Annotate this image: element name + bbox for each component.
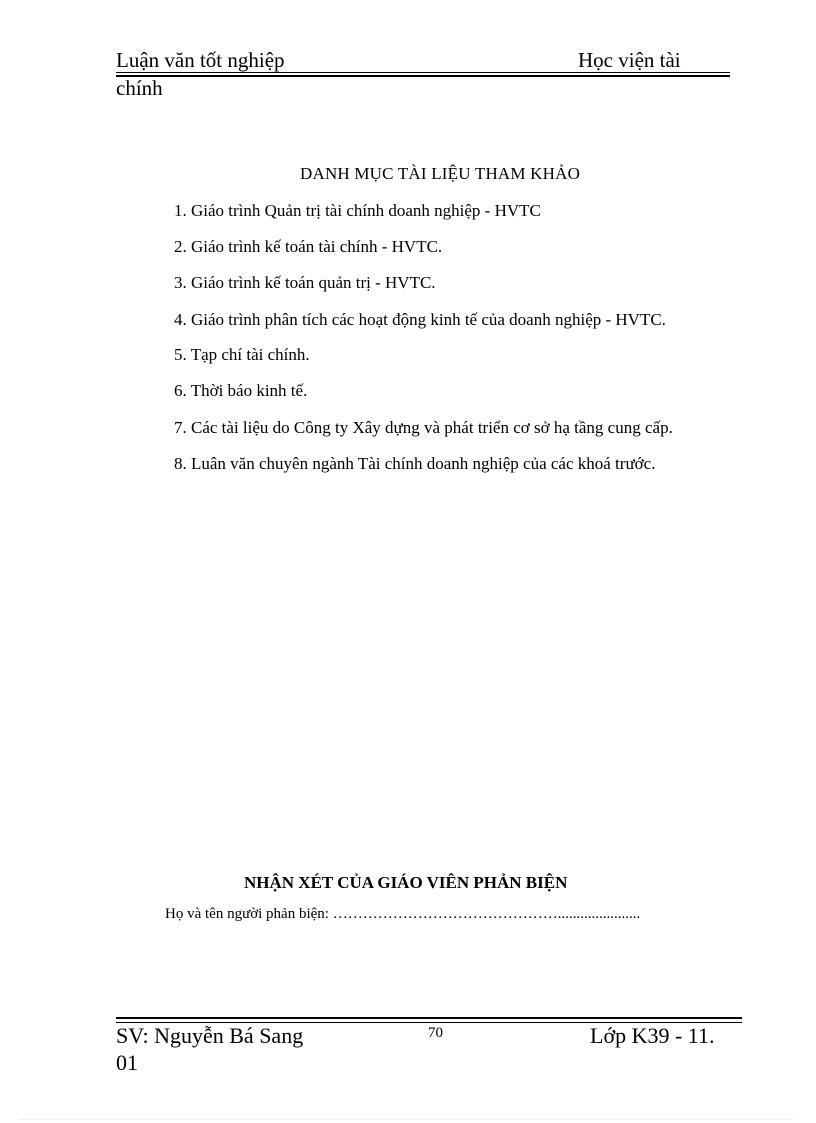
reference-item: 4. Giáo trình phân tích các hoạt động kinh tế của doanh nghiệp - HVTC. <box>174 310 666 329</box>
reference-item: 3. Giáo trình kế toán quản trị - HVTC. <box>174 273 436 292</box>
header-left-title: Luận văn tốt nghiệp <box>116 48 285 72</box>
footer-continuation: 01 <box>116 1050 138 1075</box>
reference-item: 7. Các tài liệu do Công ty Xây dựng và phát triển cơ sở hạ tầng cung cấp. <box>174 418 673 437</box>
reference-item: 2. Giáo trình kế toán tài chính - HVTC. <box>174 237 443 256</box>
reference-item: 5. Tạp chí tài chính. <box>174 345 310 364</box>
page-edge-divider <box>20 1119 796 1120</box>
footer-class: Lớp K39 - 11. <box>590 1023 715 1048</box>
footer-student: SV: Nguyễn Bá Sang <box>116 1023 304 1048</box>
header-rule <box>116 75 730 77</box>
page-number: 70 <box>428 1025 443 1041</box>
reviewer-name-line: Họ và tên người phản biện: ………………………………………...................... <box>165 906 641 922</box>
reviewer-title: NHẬN XÉT CỦA GIÁO VIÊN PHẢN BIỆN <box>244 873 568 892</box>
references-title: DANH MỤC TÀI LIỆU THAM KHẢO <box>300 164 581 183</box>
reference-item: 8. Luân văn chuyên ngành Tài chính doanh nghiệp của các khoá trước. <box>174 454 656 473</box>
reference-item: 6. Thời báo kinh tế. <box>174 381 308 400</box>
header-underline <box>116 72 730 73</box>
reference-item: 1. Giáo trình Quản trị tài chính doanh nghiệp - HVTC <box>174 201 541 220</box>
footer-rule <box>116 1017 742 1019</box>
header-right-title: Học viện tài <box>578 48 681 72</box>
header-continuation: chính <box>116 76 163 100</box>
